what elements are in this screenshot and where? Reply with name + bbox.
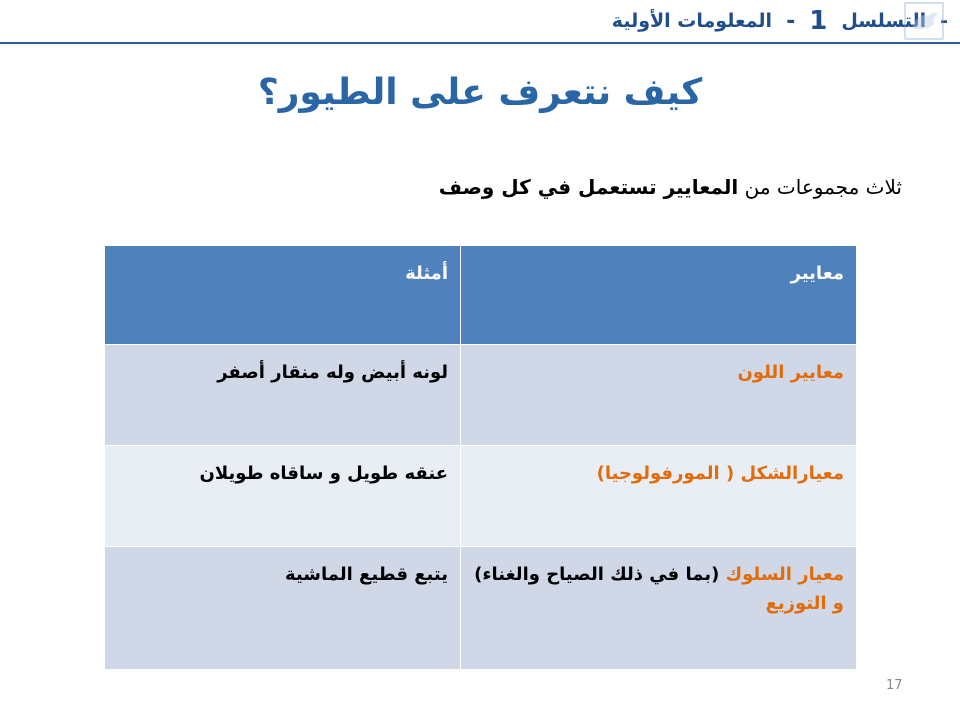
subtitle-bold: المعايير تستعمل في كل وصف: [438, 175, 739, 199]
header-dash: -: [940, 10, 948, 32]
criterion-color: معايير اللون: [737, 362, 844, 383]
criterion-behavior: معيار السلوك: [725, 564, 844, 585]
example-cell: عنقه طويل و ساقاه طويلان: [105, 446, 461, 547]
criterion-shape-note: ( المورفولوجيا): [596, 463, 741, 484]
header-separator: -: [786, 8, 796, 34]
table-row: [105, 345, 857, 446]
series-label: التسلسل: [841, 10, 927, 32]
bird-logo-icon: [904, 2, 944, 40]
criterion-shape: معيارالشكل: [740, 463, 844, 484]
criterion-behavior-note: (بما في ذلك الصياح والغناء): [474, 564, 726, 585]
breadcrumb: [612, 4, 948, 38]
criterion-distribution: و التوزيع: [765, 592, 844, 614]
table-row: [105, 547, 857, 670]
example-cell: يتبع قطيع الماشية: [105, 547, 461, 670]
table-header-row: [105, 246, 857, 345]
example-cell: لونه أبيض وله منقار أصفر: [105, 345, 461, 446]
topic-label: المعلومات الأولية: [611, 10, 773, 32]
criterion-cell: [461, 547, 857, 670]
header-examples: أمثلة: [105, 246, 461, 345]
series-number: 1: [809, 6, 828, 36]
criterion-cell: [461, 345, 857, 446]
table-row: [105, 446, 857, 547]
header-criteria: معايير: [461, 246, 857, 345]
page-number: 17: [886, 678, 903, 693]
criterion-cell: [461, 446, 857, 547]
page-title: كيف نتعرف على الطيور؟: [257, 72, 703, 113]
subtitle: [439, 175, 902, 199]
subtitle-text: ثلاث مجموعات من: [738, 175, 902, 199]
header-divider: [0, 42, 960, 44]
criteria-table: [104, 245, 857, 670]
